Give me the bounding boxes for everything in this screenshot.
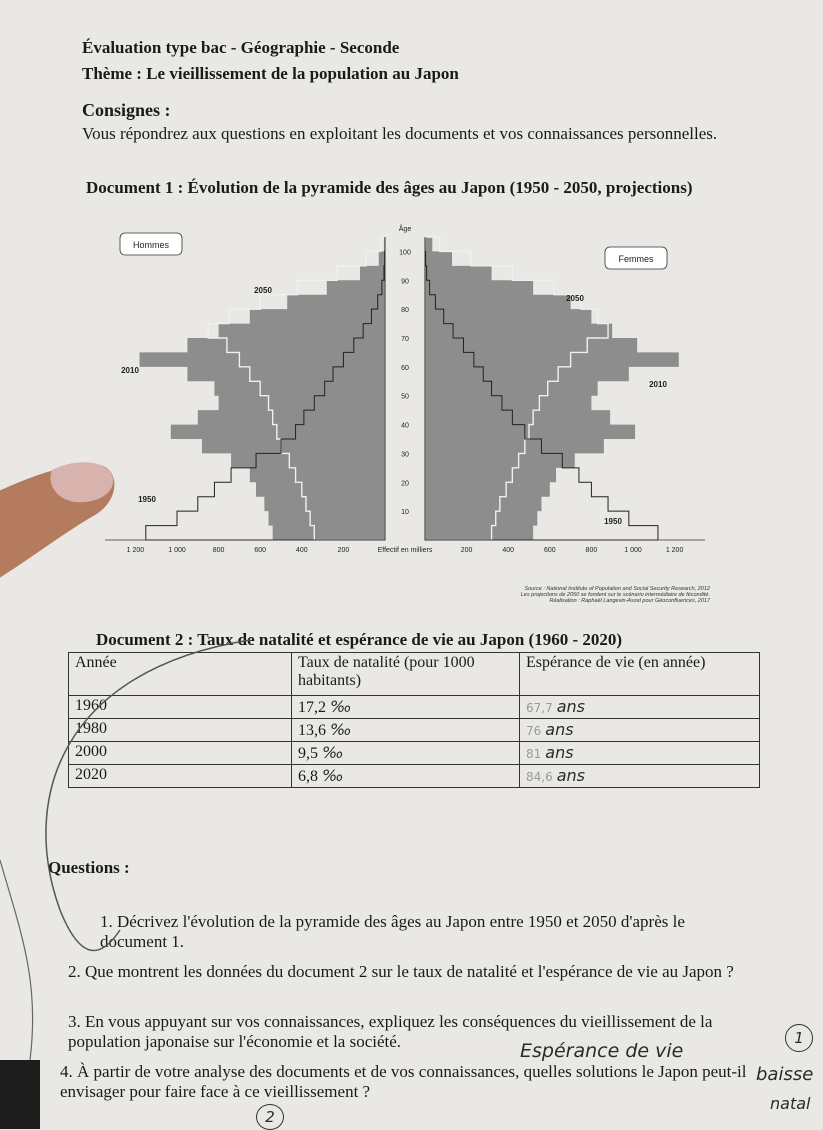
cell-rate xyxy=(292,742,520,765)
cell-year: 1960 xyxy=(69,696,292,719)
year-label-2010-right: 2010 xyxy=(649,380,667,389)
x-tick-label-left: 600 xyxy=(254,547,267,554)
y-axis-label: Âge xyxy=(398,226,412,233)
rate-value: 13,6 xyxy=(298,722,326,739)
life-value: 76 xyxy=(526,724,542,738)
hommes-label: Hommes xyxy=(132,240,170,250)
handwritten-ans: ans xyxy=(556,697,585,716)
year-label-1950-right: 1950 xyxy=(604,517,622,526)
source-line-1: Source : National Institute of Population and Social Security Research, 2012 xyxy=(524,586,710,592)
handwritten-circle-1: 1 xyxy=(785,1024,813,1052)
population-pyramid-chart xyxy=(95,215,715,620)
handwritten-permil: ‰ xyxy=(322,766,344,785)
handwritten-ans: ans xyxy=(545,720,574,739)
cell-life xyxy=(520,765,760,788)
question-text: À partir de votre analyse des documents et de vos connaissances, quelles solutions le Japon peut-il envisager pour faire face à ce vieillissement ? xyxy=(60,1062,747,1101)
y-tick-label: 10 xyxy=(401,509,409,517)
x-tick-label-right: 600 xyxy=(543,547,556,554)
question-number: 1. xyxy=(100,912,113,931)
finger-photo-overlay xyxy=(0,440,130,590)
header-annee: Année xyxy=(69,653,292,696)
cell-life xyxy=(520,742,760,765)
y-tick-label: 70 xyxy=(401,336,409,343)
x-tick-label-left: 1 000 xyxy=(168,547,186,554)
x-tick-label-right: 800 xyxy=(585,547,598,554)
doc-title: Évaluation type bac - Géographie - Seconde xyxy=(82,38,400,57)
y-tick-label: 80 xyxy=(401,307,409,315)
cell-year: 2020 xyxy=(69,765,292,788)
handwritten-permil: ‰ xyxy=(322,743,344,762)
y-tick-label: 50 xyxy=(401,393,409,401)
x-tick-label-left: 1 200 xyxy=(126,547,145,554)
life-value: 67,7 xyxy=(526,701,553,715)
x-tick-label-left: 400 xyxy=(295,547,308,554)
y-tick-label: 60 xyxy=(401,364,409,372)
handwritten-note-esperance: Espérance de vie xyxy=(520,1040,684,1062)
handwritten-note-baisse: baisse xyxy=(756,1064,814,1085)
x-tick-label-right: 1 000 xyxy=(624,547,642,554)
cell-life xyxy=(520,719,760,742)
question-text: Décrivez l'évolution de la pyramide des âges au Japon entre 1950 et 2050 d'après le document 1. xyxy=(100,912,685,951)
year-label-2050-left: 2050 xyxy=(254,286,272,295)
year-label-2010-left: 2010 xyxy=(121,366,139,375)
pencil-curve-decoration xyxy=(0,600,260,1100)
y-tick-label: 30 xyxy=(401,451,409,459)
rate-value: 6,8 xyxy=(298,768,318,785)
document2-title: Document 2 : Taux de natalité et espérance de vie au Japon (1960 - 2020) xyxy=(96,630,623,649)
question-number: 3. xyxy=(68,1012,81,1031)
y-tick-label: 100 xyxy=(399,249,411,257)
x-tick-label-right: 200 xyxy=(460,547,473,554)
question-number: 4. xyxy=(60,1062,73,1081)
question-number: 2. xyxy=(68,962,81,981)
x-axis-label: Effectif en milliers xyxy=(377,547,433,554)
consignes-heading: Consignes : xyxy=(82,100,171,120)
year-label-1950-left: 1950 xyxy=(138,495,156,504)
doc-theme: Thème : Le vieillissement de la population au Japon xyxy=(82,64,459,83)
handwritten-circle-2: 2 xyxy=(256,1104,284,1130)
question-text: Que montrent les données du document 2 sur le taux de natalité et l'espérance de vie au Japon ? xyxy=(85,962,734,981)
dark-corner-shadow xyxy=(0,1060,40,1129)
pyramid-2010-men xyxy=(140,237,385,540)
year-label-2050-right: 2050 xyxy=(566,294,584,303)
handwritten-ans: ans xyxy=(556,766,585,785)
rate-value: 9,5 xyxy=(298,745,318,762)
femmes-label: Femmes xyxy=(618,254,654,264)
handwritten-note-natal: natal xyxy=(770,1094,811,1113)
question-text: En vous appuyant sur vos connaissances, expliquez les conséquences du vieillissement de la population japonaise sur l'économie et la société. xyxy=(68,1012,713,1051)
questions-heading: Questions : xyxy=(48,858,130,877)
cell-year: 1980 xyxy=(69,719,292,742)
x-tick-label-right: 400 xyxy=(502,547,515,554)
document1-source xyxy=(420,586,710,604)
cell-life xyxy=(520,696,760,719)
rate-value: 17,2 xyxy=(298,699,326,716)
life-value: 84,6 xyxy=(526,770,553,784)
source-line-2: Les projections de 2050 se fondent sur le scénario intermédiaire de fécondité. xyxy=(520,592,710,598)
consignes-text: Vous répondrez aux questions en exploitant les documents et vos connaissances personnelles. xyxy=(82,124,718,143)
x-tick-label-left: 800 xyxy=(212,547,225,554)
y-tick-label: 20 xyxy=(401,480,409,488)
cell-year: 2000 xyxy=(69,742,292,765)
handwritten-ans: ans xyxy=(545,743,574,762)
pyramid-svg xyxy=(95,215,715,620)
x-tick-label-left: 200 xyxy=(337,547,350,554)
header-natalite: Taux de natalité (pour 1000 habitants) xyxy=(292,653,520,696)
y-tick-label: 90 xyxy=(401,278,409,286)
source-line-3: Réalisation : Raphaël Langevin-Aszel pour Géoconfluences, 2017 xyxy=(549,598,710,604)
handwritten-permil: ‰ xyxy=(330,697,352,716)
cell-rate xyxy=(292,765,520,788)
y-tick-label: 40 xyxy=(401,422,409,430)
document1-title: Document 1 : Évolution de la pyramide des âges au Japon (1950 - 2050, projections) xyxy=(86,178,693,197)
cell-rate xyxy=(292,719,520,742)
handwritten-permil: ‰ xyxy=(330,720,352,739)
header-esperance: Espérance de vie (en année) xyxy=(520,653,760,696)
cell-rate xyxy=(292,696,520,719)
pyramid-2010-women xyxy=(425,237,679,540)
x-tick-label-right: 1 200 xyxy=(665,547,684,554)
life-value: 81 xyxy=(526,747,542,761)
